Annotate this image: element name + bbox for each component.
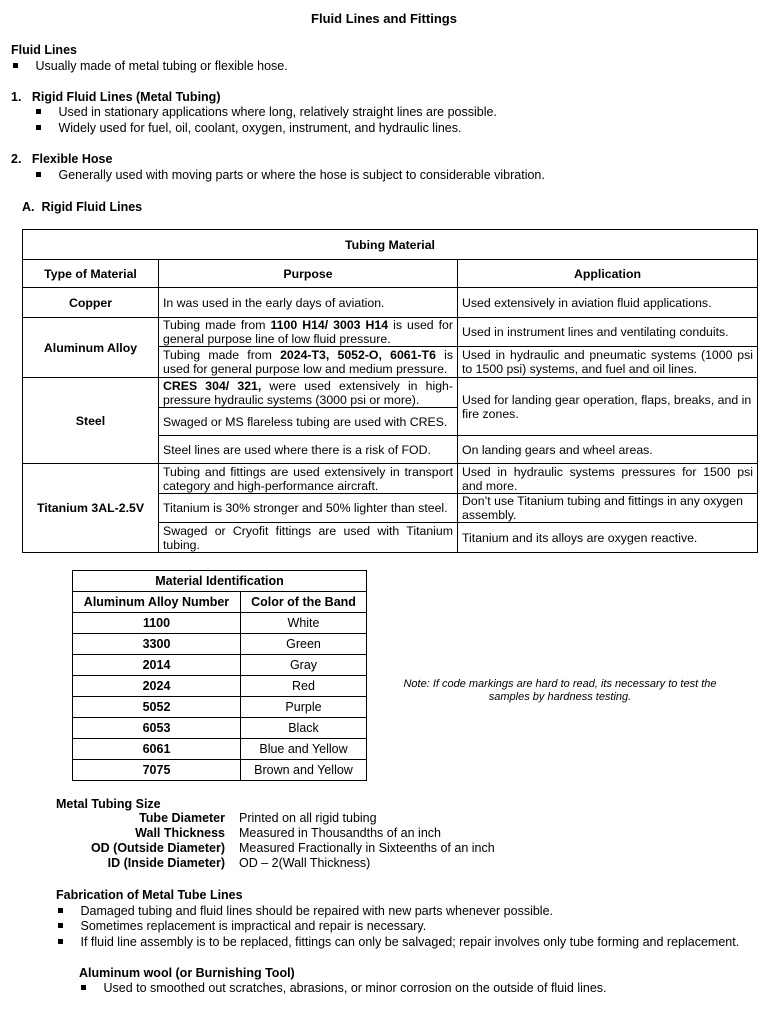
bullet-icon [58, 923, 63, 928]
purpose-cell: CRES 304/ 321, were used extensively in high-pressure hydraulic systems (3000 psi or more). [159, 378, 458, 408]
bullet-icon [81, 985, 86, 990]
table-title: Tubing Material [23, 230, 758, 260]
fabrication-bullet-2: Sometimes replacement is impractical and repair is necessary. [58, 918, 426, 934]
rigid-lines-heading: 1. Rigid Fluid Lines (Metal Tubing) [11, 90, 221, 104]
table-row [73, 760, 367, 781]
application-cell: Used in instrument lines and ventilating conduits. [458, 318, 758, 347]
flexible-hose-heading: 2. Flexible Hose [11, 152, 113, 166]
application-cell: Used extensively in aviation fluid applications. [458, 288, 758, 318]
rigid-bullet-1: Used in stationary applications where long, relatively straight lines are possible. [36, 104, 497, 120]
table-row [73, 613, 367, 634]
material-cell: Steel [23, 378, 159, 464]
rigid-bullet-2: Widely used for fuel, oil, coolant, oxygen, instrument, and hydraulic lines. [36, 120, 461, 136]
table-row [73, 739, 367, 760]
purpose-cell: Swaged or Cryofit fittings are used with Titanium tubing. [159, 523, 458, 553]
application-cell: Don’t use Titanium tubing and fittings in any oxygen assembly. [458, 494, 758, 523]
application-cell: Titanium and its alloys are oxygen reactive. [458, 523, 758, 553]
aluminum-wool-heading: Aluminum wool (or Burnishing Tool) [79, 966, 295, 980]
bullet-icon [36, 172, 41, 177]
tubing-size-list [60, 811, 495, 871]
material-identification-table [72, 570, 367, 781]
table-row [73, 655, 367, 676]
column-header: Color of the Band [241, 592, 367, 613]
page-title: Fluid Lines and Fittings [311, 11, 457, 26]
purpose-cell: Tubing and fittings are used extensively in transport category and high-performance aircraft. [159, 464, 458, 494]
bullet-icon [36, 125, 41, 130]
material-cell: Aluminum Alloy [23, 318, 159, 378]
fluid-lines-bullet: Usually made of metal tubing or flexible hose. [13, 58, 288, 74]
application-cell: On landing gears and wheel areas. [458, 436, 758, 464]
purpose-cell: Titanium is 30% stronger and 50% lighter than steel. [159, 494, 458, 523]
fabrication-heading: Fabrication of Metal Tube Lines [56, 888, 243, 902]
table-row [23, 464, 758, 494]
section-a-heading: A. Rigid Fluid Lines [22, 200, 143, 214]
tubing-size-heading: Metal Tubing Size [56, 797, 161, 811]
tubing-material-table [22, 229, 758, 553]
band-color-cell: White [241, 613, 367, 634]
purpose-cell: Steel lines are used where there is a risk of FOD. [159, 436, 458, 464]
list-item: Wall Thickness Measured in Thousandths of an inch [135, 826, 441, 840]
table-title: Material Identification [73, 571, 367, 592]
alloy-number-cell: 6061 [73, 739, 241, 760]
application-cell: Used in hydraulic systems pressures for 1500 psi and more. [458, 464, 758, 494]
table-row [73, 718, 367, 739]
material-cell: Copper [23, 288, 159, 318]
band-color-cell: Gray [241, 655, 367, 676]
purpose-cell: Tubing made from 2024-T3, 5052-O, 6061-T6 is used for general purpose low and medium pressure. [159, 347, 458, 378]
band-color-cell: Blue and Yellow [241, 739, 367, 760]
table-row [23, 318, 758, 347]
column-header: Application [458, 260, 758, 288]
list-item: ID (Inside Diameter) OD – 2(Wall Thickness) [107, 856, 371, 870]
table-row [73, 676, 367, 697]
application-cell: Used for landing gear operation, flaps, breaks, and in fire zones. [458, 378, 758, 436]
alloy-number-cell: 3300 [73, 634, 241, 655]
column-header: Aluminum Alloy Number [73, 592, 241, 613]
bullet-icon [13, 63, 18, 68]
aluminum-wool-bullet: Used to smoothed out scratches, abrasions, or minor corrosion on the outside of fluid lines. [81, 980, 607, 996]
alloy-number-cell: 1100 [73, 613, 241, 634]
fluid-lines-heading: Fluid Lines [11, 43, 77, 57]
band-color-cell: Black [241, 718, 367, 739]
hardness-note: Note: If code markings are hard to read, its necessary to test the samples by hardness testing. [403, 678, 717, 703]
fabrication-bullet-1: Damaged tubing and fluid lines should be repaired with new parts whenever possible. [58, 903, 553, 919]
column-header: Purpose [159, 260, 458, 288]
alloy-number-cell: 7075 [73, 760, 241, 781]
alloy-number-cell: 2014 [73, 655, 241, 676]
column-header: Type of Material [23, 260, 159, 288]
alloy-number-cell: 2024 [73, 676, 241, 697]
band-color-cell: Green [241, 634, 367, 655]
table-row [73, 634, 367, 655]
band-color-cell: Brown and Yellow [241, 760, 367, 781]
band-color-cell: Purple [241, 697, 367, 718]
band-color-cell: Red [241, 676, 367, 697]
application-cell: Used in hydraulic and pneumatic systems (1000 psi to 1500 psi) systems, and fuel and oil lines. [458, 347, 758, 378]
bullet-icon [58, 939, 63, 944]
alloy-number-cell: 6053 [73, 718, 241, 739]
fabrication-bullet-3: If fluid line assembly is to be replaced, fittings can only be salvaged; repair involves only tube forming and replacement. [58, 934, 739, 950]
purpose-cell: Tubing made from 1100 H14/ 3003 H14 is used for general purpose line of low fluid pressure. [159, 318, 458, 347]
alloy-number-cell: 5052 [73, 697, 241, 718]
flexible-bullet: Generally used with moving parts or where the hose is subject to considerable vibration. [36, 167, 545, 183]
table-row [23, 288, 758, 318]
table-row [73, 697, 367, 718]
purpose-cell: Swaged or MS flareless tubing are used with CRES. [159, 408, 458, 436]
table-row [23, 378, 758, 408]
purpose-cell: In was used in the early days of aviation. [159, 288, 458, 318]
list-item: OD (Outside Diameter) Measured Fractionally in Sixteenths of an inch [90, 841, 495, 855]
list-item: Tube Diameter Printed on all rigid tubing [139, 811, 377, 825]
material-cell: Titanium 3AL-2.5V [23, 464, 159, 553]
bullet-icon [36, 109, 41, 114]
bullet-icon [58, 908, 63, 913]
